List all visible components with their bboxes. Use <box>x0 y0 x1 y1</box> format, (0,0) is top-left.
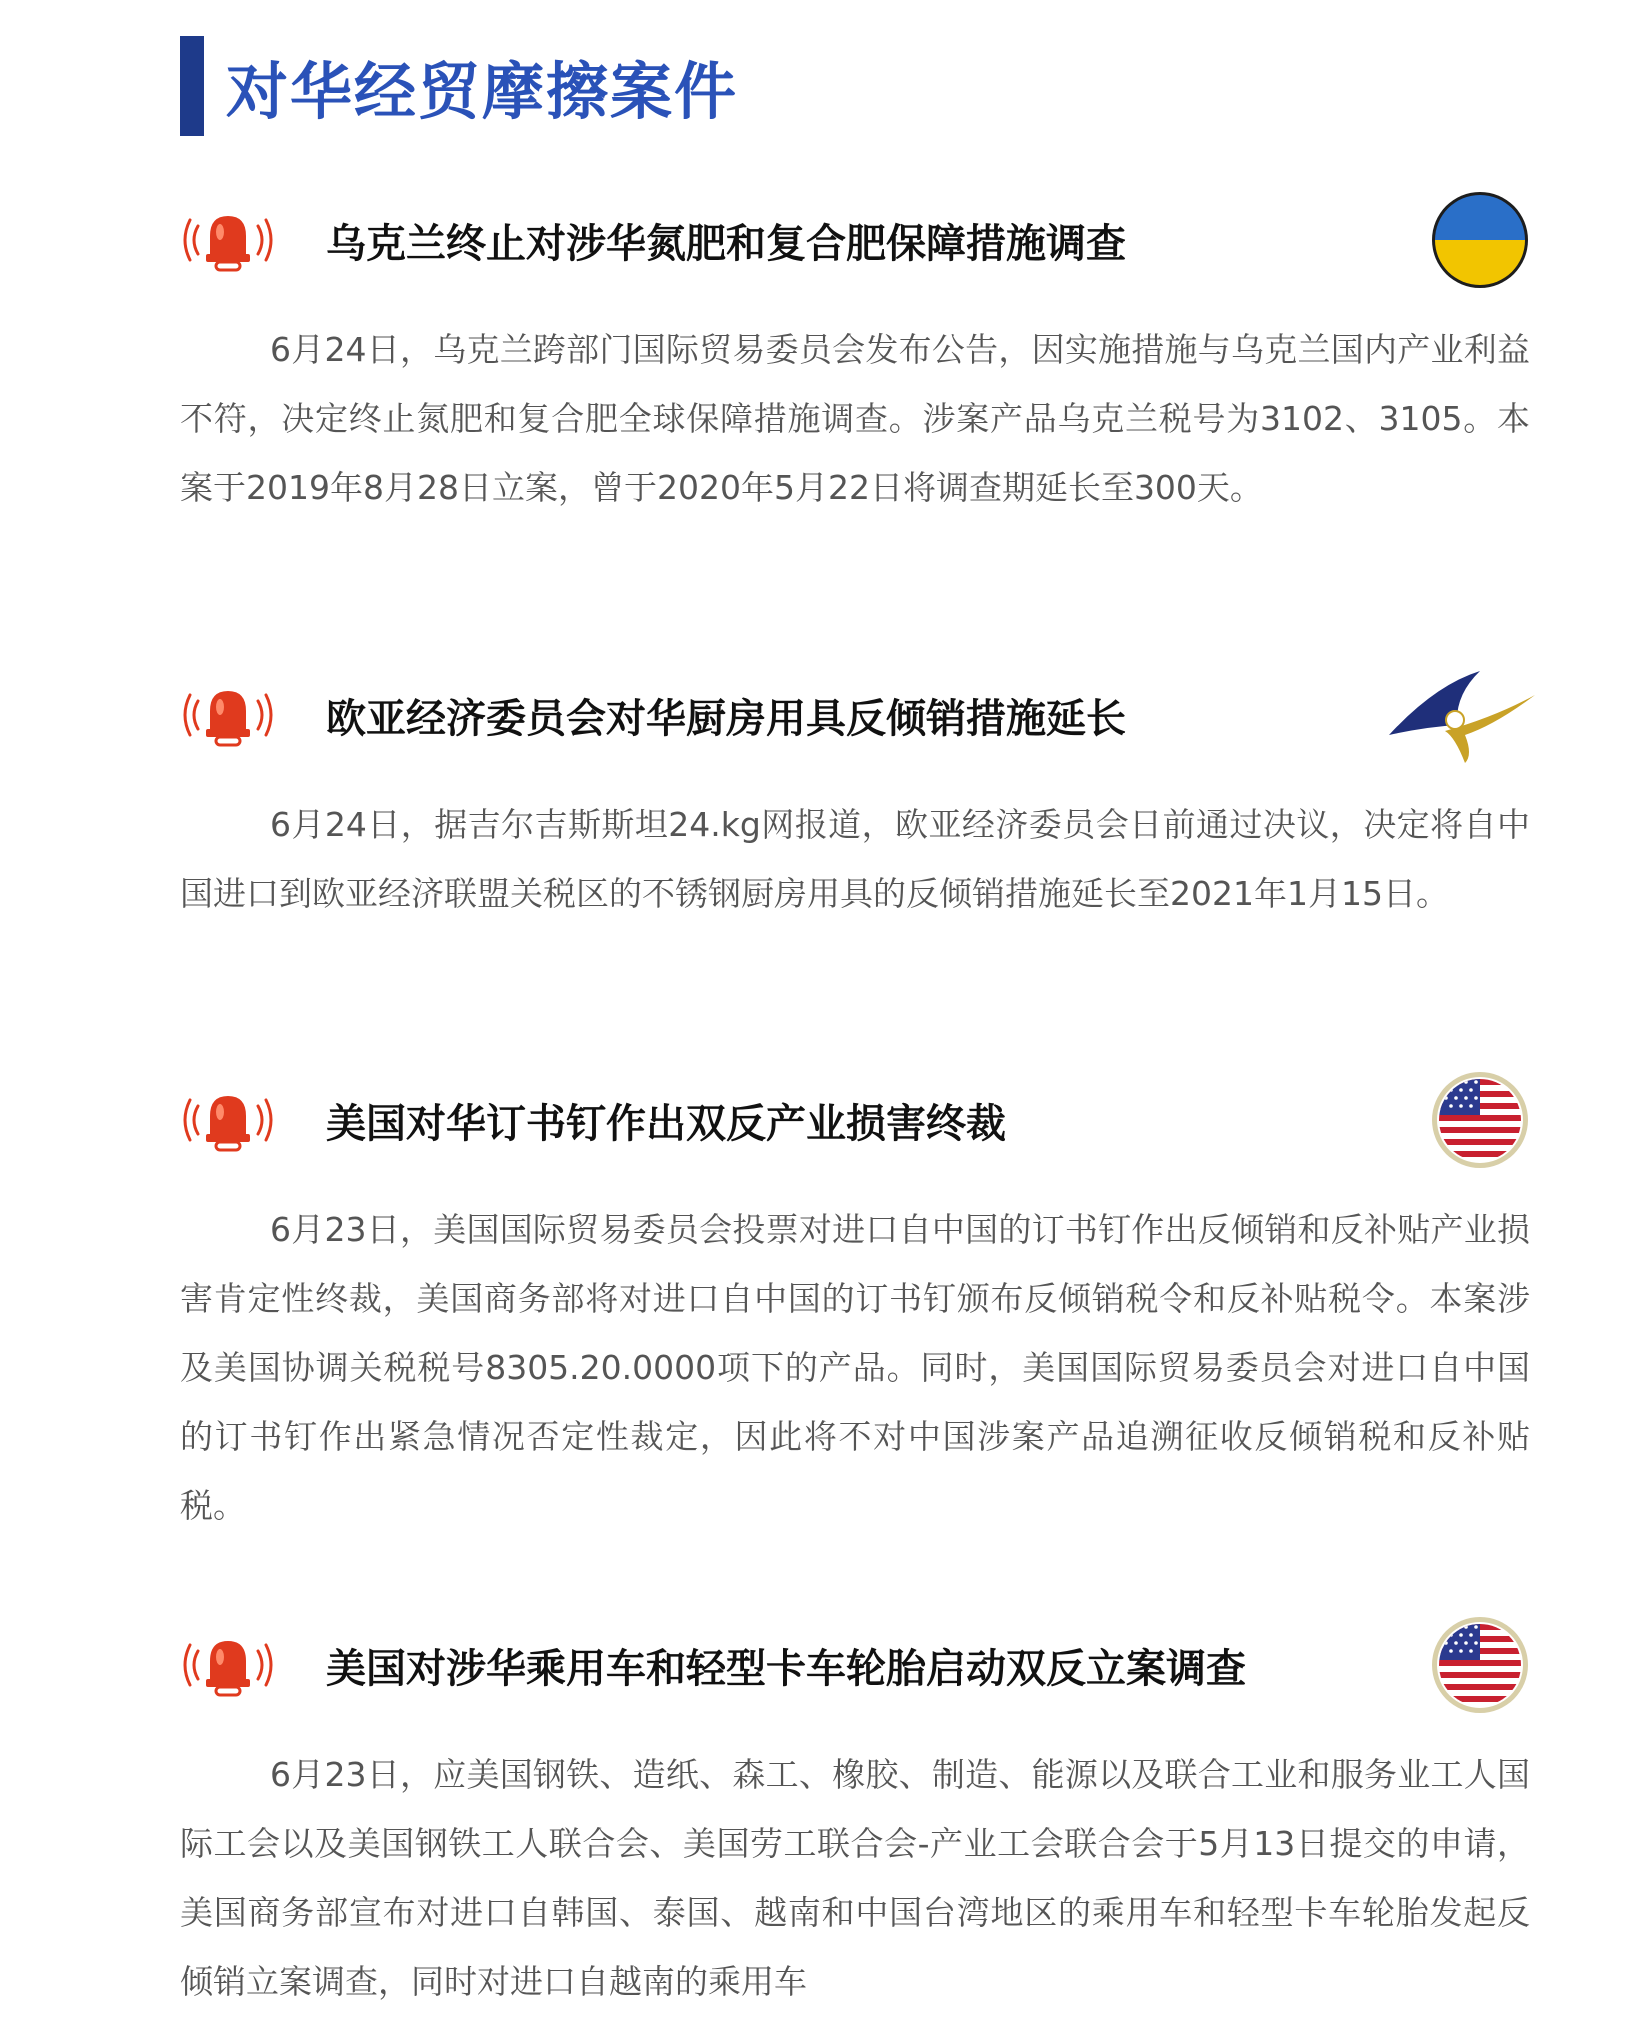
article-title: 美国对华订书钉作出双反产业损害终裁 <box>326 1100 1006 1147</box>
eaeu-logo-icon <box>1385 665 1535 765</box>
alarm-bell-icon <box>180 1633 276 1697</box>
alarm-bell-icon <box>180 1088 276 1152</box>
article-body: 6月23日，美国国际贸易委员会投票对进口自中国的订书钉作出反倾销和反补贴产业损害肯定性终裁，美国商务部将对进口自中国的订书钉颁布反倾销税令和反补贴税令。本案涉及美国协调关税税号8305.20.0000项下的产品。同时，美国国际贸易委员会对进口自中国的订书钉作出紧急情况否定性裁定，因此将不对中国涉案产品追溯征收反倾销税和反补贴税。 <box>180 1210 1530 1525</box>
article-title: 美国对涉华乘用车和轻型卡车轮胎启动双反立案调查 <box>326 1645 1246 1692</box>
us-flag-icon <box>1430 1615 1530 1715</box>
section-accent-bar <box>180 36 204 136</box>
article-us-tires <box>180 1615 1530 2016</box>
article-eaeu-kitchenware <box>180 665 1530 928</box>
alarm-bell-icon <box>180 208 276 272</box>
article-header <box>180 1070 1530 1170</box>
article-body: 6月23日，应美国钢铁、造纸、森工、橡胶、制造、能源以及联合工业和服务业工人国际工会以及美国钢铁工人联合会、美国劳工联合会-产业工会联合会于5月13日提交的申请，美国商务部宣布对进口自韩国、泰国、越南和中国台湾地区的乘用车和轻型卡车轮胎发起反倾销立案调查，同时对进口自越南的乘用车 <box>180 1755 1530 2001</box>
article-ukraine-fertilizer <box>180 190 1530 522</box>
section-title: 对华经贸摩擦案件 <box>226 54 739 128</box>
article-header <box>180 190 1530 290</box>
article-title: 欧亚经济委员会对华厨房用具反倾销措施延长 <box>326 695 1126 742</box>
article-us-staples <box>180 1070 1530 1540</box>
article-body: 6月24日，据吉尔吉斯斯坦24.kg网报道，欧亚经济委员会日前通过决议，决定将自中国进口到欧亚经济联盟关税区的不锈钢厨房用具的反倾销措施延长至2021年1月15日。 <box>180 805 1530 913</box>
ukraine-flag-icon <box>1430 190 1530 290</box>
section-header <box>180 36 738 136</box>
us-flag-icon <box>1430 1070 1530 1170</box>
article-title: 乌克兰终止对涉华氮肥和复合肥保障措施调查 <box>326 220 1126 267</box>
article-header <box>180 1615 1530 1715</box>
alarm-bell-icon <box>180 683 276 747</box>
article-body: 6月24日，乌克兰跨部门国际贸易委员会发布公告，因实施措施与乌克兰国内产业利益不符，决定终止氮肥和复合肥全球保障措施调查。涉案产品乌克兰税号为3102、3105。本案于2019年8月28日立案，曾于2020年5月22日将调查期延长至300天。 <box>180 330 1530 507</box>
article-header <box>180 665 1530 765</box>
